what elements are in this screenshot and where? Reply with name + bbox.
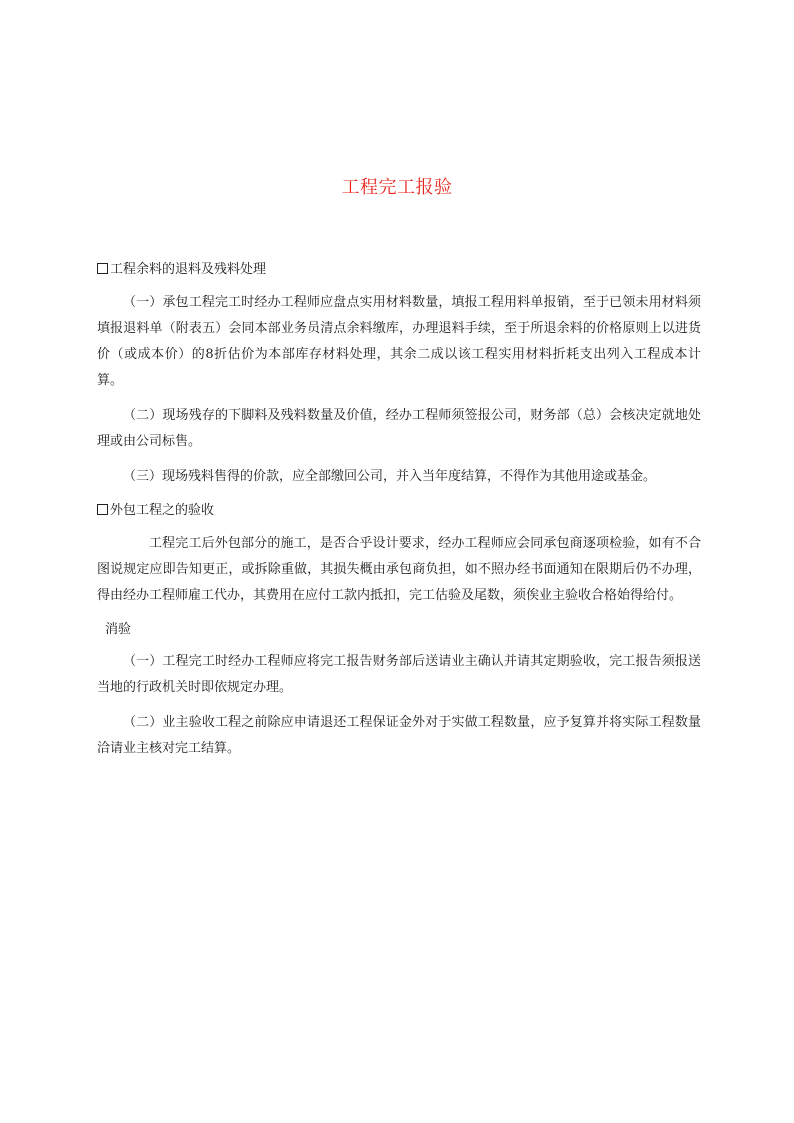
section-heading-leftover-materials	[97, 258, 701, 282]
paragraph-final-settlement: （二）业主验收工程之前除应申请退还工程保证金外对于实做工程数量，应予复算并将实际工程数量洽请业主核对完工结算。	[97, 715, 701, 756]
paragraph-scrap-value: （二）现场残存的下脚料及残料数量及价值，经办工程师须签报公司，财务部（总）会核决定就地处理或由公司标售。	[97, 408, 701, 449]
paragraph-completion-report: （一）工程完工时经办工程师应将完工报告财务部后送请业主确认并请其定期验收，完工报告须报送当地的行政机关时即依规定办理。	[97, 654, 701, 695]
checkbox-square-icon	[97, 263, 108, 274]
paragraph-return-materials: （一）承包工程完工时经办工程师应盘点实用材料数量，填报工程用料单报销，至于已领未用材料须填报退料单（附表五）会同本部业务员清点余料缴库，办理退料手续，至于所退余料的价格原则上以进货价（或成本价）的8折估价为本部库存材料处理，其余二成以该工程实用材料折耗支出列入工程成本计算。	[97, 295, 701, 388]
paragraph-scrap-proceeds: （三）现场残料售得的价款，应全部缴回公司，并入当年度结算，不得作为其他用途或基金。	[123, 469, 657, 484]
section-heading-subcontract-acceptance	[97, 499, 701, 523]
document-title: 工程完工报验	[341, 177, 453, 198]
checkbox-square-icon	[97, 504, 108, 515]
section-heading-acceptance: 消验	[105, 622, 132, 637]
document-body	[97, 258, 701, 771]
section-heading-text: 工程余料的退料及残料处理	[110, 262, 267, 277]
section-heading-text: 外包工程之的验收	[110, 503, 215, 518]
paragraph-subcontract-inspection: 工程完工后外包部分的施工，是否合乎设计要求，经办工程师应会同承包商逐项检验，如有不合图说规定应即告知更正，或拆除重做，其损失概由承包商负担，如不照办经书面通知在限期后仍不办理，得由经办工程师雇工代办，其费用在应付工款内抵扣，完工估验及尾数，须俟业主验收合格始得给付。	[97, 536, 701, 603]
